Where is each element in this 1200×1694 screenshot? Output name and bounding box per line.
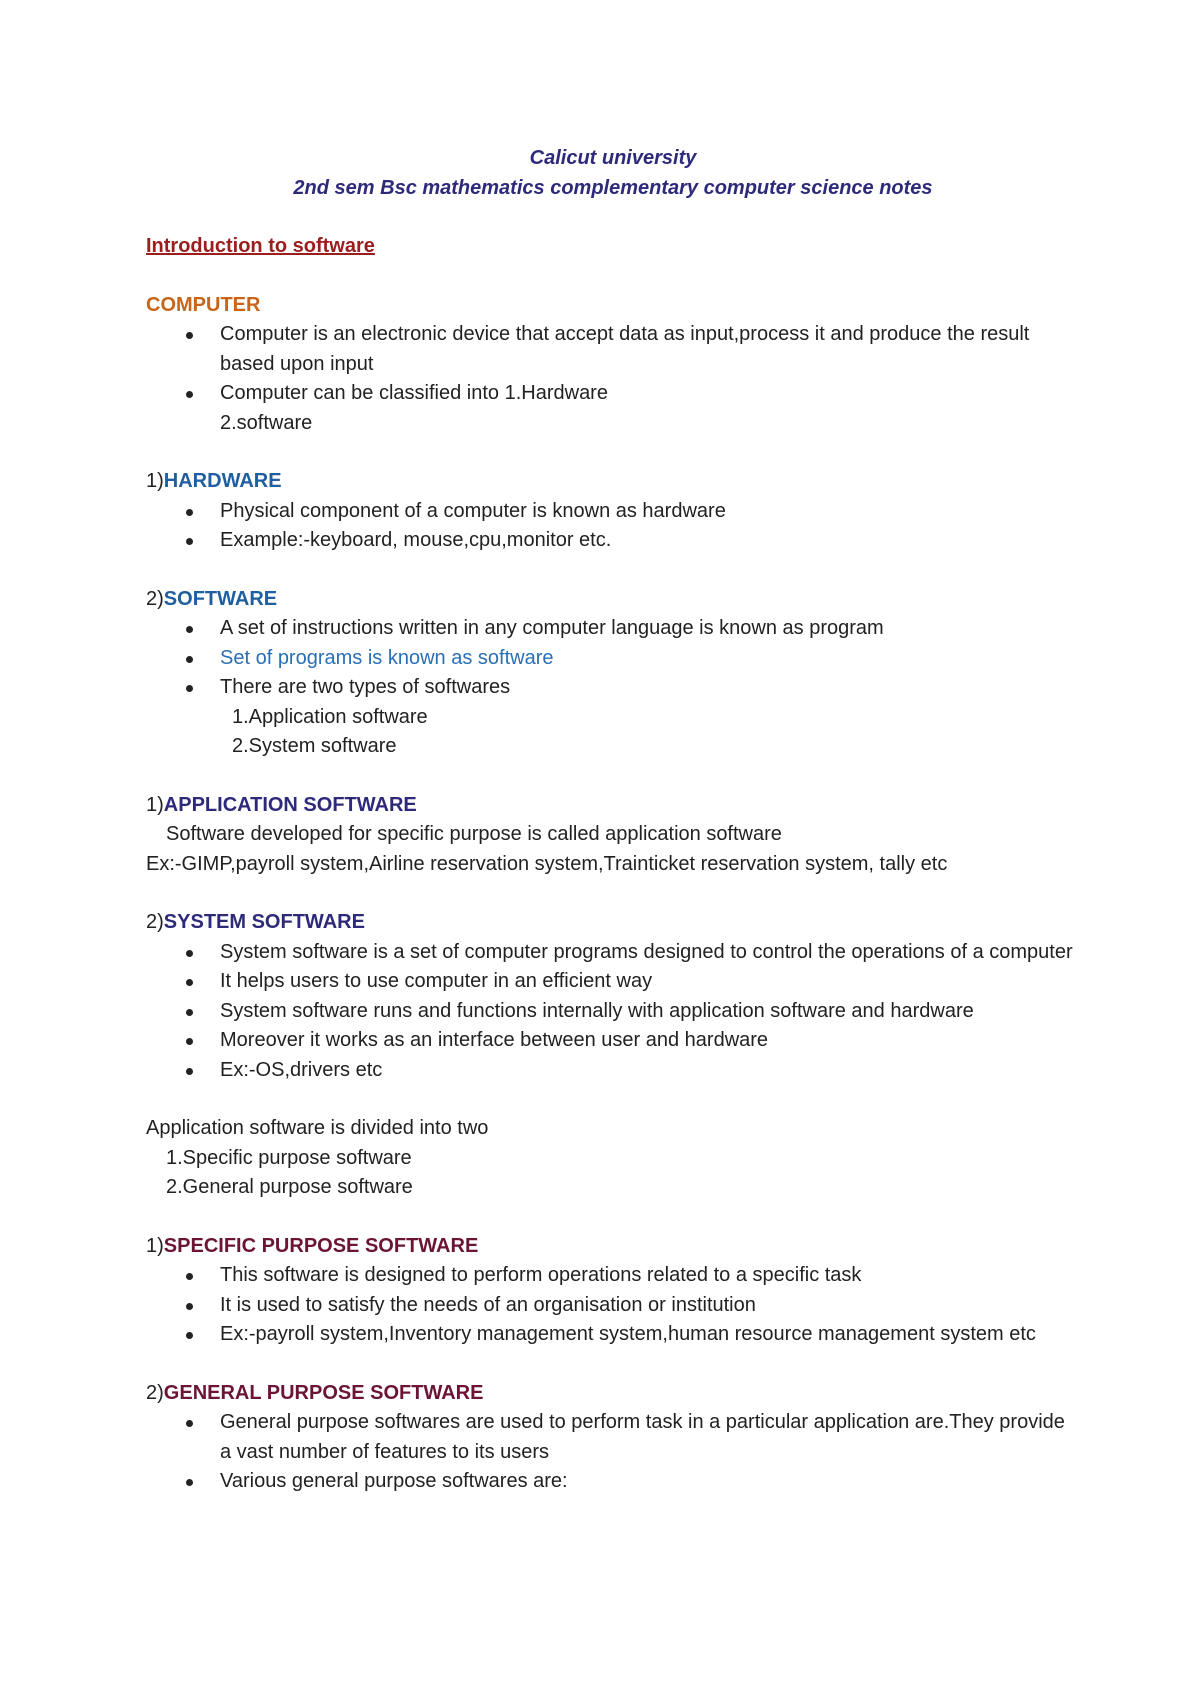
computer-sub-item: 2.software xyxy=(220,411,313,434)
list-item: Computer is an electronic device that accept data as input,process it and produce the result based upon input xyxy=(146,320,1080,379)
specific-purpose-number: 1) xyxy=(146,1234,164,1257)
section-general-purpose xyxy=(146,1379,1080,1497)
hardware-number: 1) xyxy=(146,470,164,492)
application-software-heading xyxy=(146,791,1080,821)
computer-heading: COMPUTER xyxy=(146,293,261,316)
section-specific-purpose xyxy=(146,1232,1080,1350)
list-item: Various general purpose softwares are: xyxy=(146,1467,1080,1497)
system-software-title: SYSTEM SOFTWARE xyxy=(163,911,365,933)
computer-list xyxy=(146,320,1080,409)
specific-purpose-list xyxy=(146,1261,1080,1350)
title-line-2: 2nd sem Bsc mathematics complementary computer science notes xyxy=(293,177,933,199)
specific-purpose-title: SPECIFIC PURPOSE SOFTWARE xyxy=(163,1234,479,1257)
section-computer xyxy=(146,291,1080,439)
list-item: Computer can be classified into 1.Hardware xyxy=(146,379,1080,409)
software-sub-item: 2.System software xyxy=(232,735,397,757)
intro-heading: Introduction to software xyxy=(146,235,375,257)
list-item: Ex:-OS,drivers etc xyxy=(146,1056,1080,1086)
list-item: System software runs and functions internally with application software and hardware xyxy=(146,997,1080,1027)
section-software xyxy=(146,585,1080,762)
software-heading xyxy=(146,585,1080,615)
application-software-number: 1) xyxy=(146,793,164,816)
app-division-line: Application software is divided into two xyxy=(146,1117,489,1139)
system-software-heading xyxy=(146,908,1080,938)
list-item: System software is a set of computer programs designed to control the operations of a computer xyxy=(146,938,1080,968)
software-title: SOFTWARE xyxy=(163,587,278,610)
section-hardware xyxy=(146,467,1080,556)
list-item: This software is designed to perform operations related to a specific task xyxy=(146,1261,1080,1291)
general-purpose-heading xyxy=(146,1379,1080,1409)
list-item: Example:-keyboard, mouse,cpu,monitor etc. xyxy=(146,526,1080,556)
application-software-examples: Ex:-GIMP,payroll system,Airline reservation system,Trainticket reservation system, tally etc xyxy=(146,852,948,875)
software-list xyxy=(146,614,1080,703)
general-purpose-number: 2) xyxy=(146,1381,164,1404)
app-division-item: 1.Specific purpose software xyxy=(166,1146,412,1169)
section-app-division xyxy=(146,1114,1080,1203)
section-application-software xyxy=(146,791,1080,880)
general-purpose-list xyxy=(146,1408,1080,1497)
list-item: Moreover it works as an interface between user and hardware xyxy=(146,1026,1080,1056)
application-software-title: APPLICATION SOFTWARE xyxy=(163,793,417,816)
list-item: Physical component of a computer is known as hardware xyxy=(146,497,1080,527)
list-item: General purpose softwares are used to perform task in a particular application are.They provide a vast number of features to its users xyxy=(146,1408,1080,1467)
general-purpose-title: GENERAL PURPOSE SOFTWARE xyxy=(163,1381,484,1404)
specific-purpose-heading xyxy=(146,1232,1080,1262)
hardware-list xyxy=(146,497,1080,556)
list-item: It helps users to use computer in an efficient way xyxy=(146,967,1080,997)
software-sub-item: 1.Application software xyxy=(232,705,428,728)
title-line-1: Calicut university xyxy=(529,147,697,169)
software-number: 2) xyxy=(146,587,164,610)
hardware-heading xyxy=(146,467,1080,497)
list-item: A set of instructions written in any computer language is known as program xyxy=(146,614,1080,644)
list-item: Set of programs is known as software xyxy=(146,644,1080,674)
list-item: There are two types of softwares xyxy=(146,673,1080,703)
application-software-definition: Software developed for specific purpose is called application software xyxy=(166,823,782,845)
system-software-list xyxy=(146,938,1080,1086)
system-software-number: 2) xyxy=(146,911,164,933)
section-system-software xyxy=(146,908,1080,1085)
list-item: Ex:-payroll system,Inventory management system,human resource management system etc xyxy=(146,1320,1080,1350)
app-division-item: 2.General purpose software xyxy=(166,1176,413,1198)
list-item: It is used to satisfy the needs of an organisation or institution xyxy=(146,1291,1080,1321)
hardware-title: HARDWARE xyxy=(163,470,282,492)
document-title xyxy=(146,143,1080,203)
